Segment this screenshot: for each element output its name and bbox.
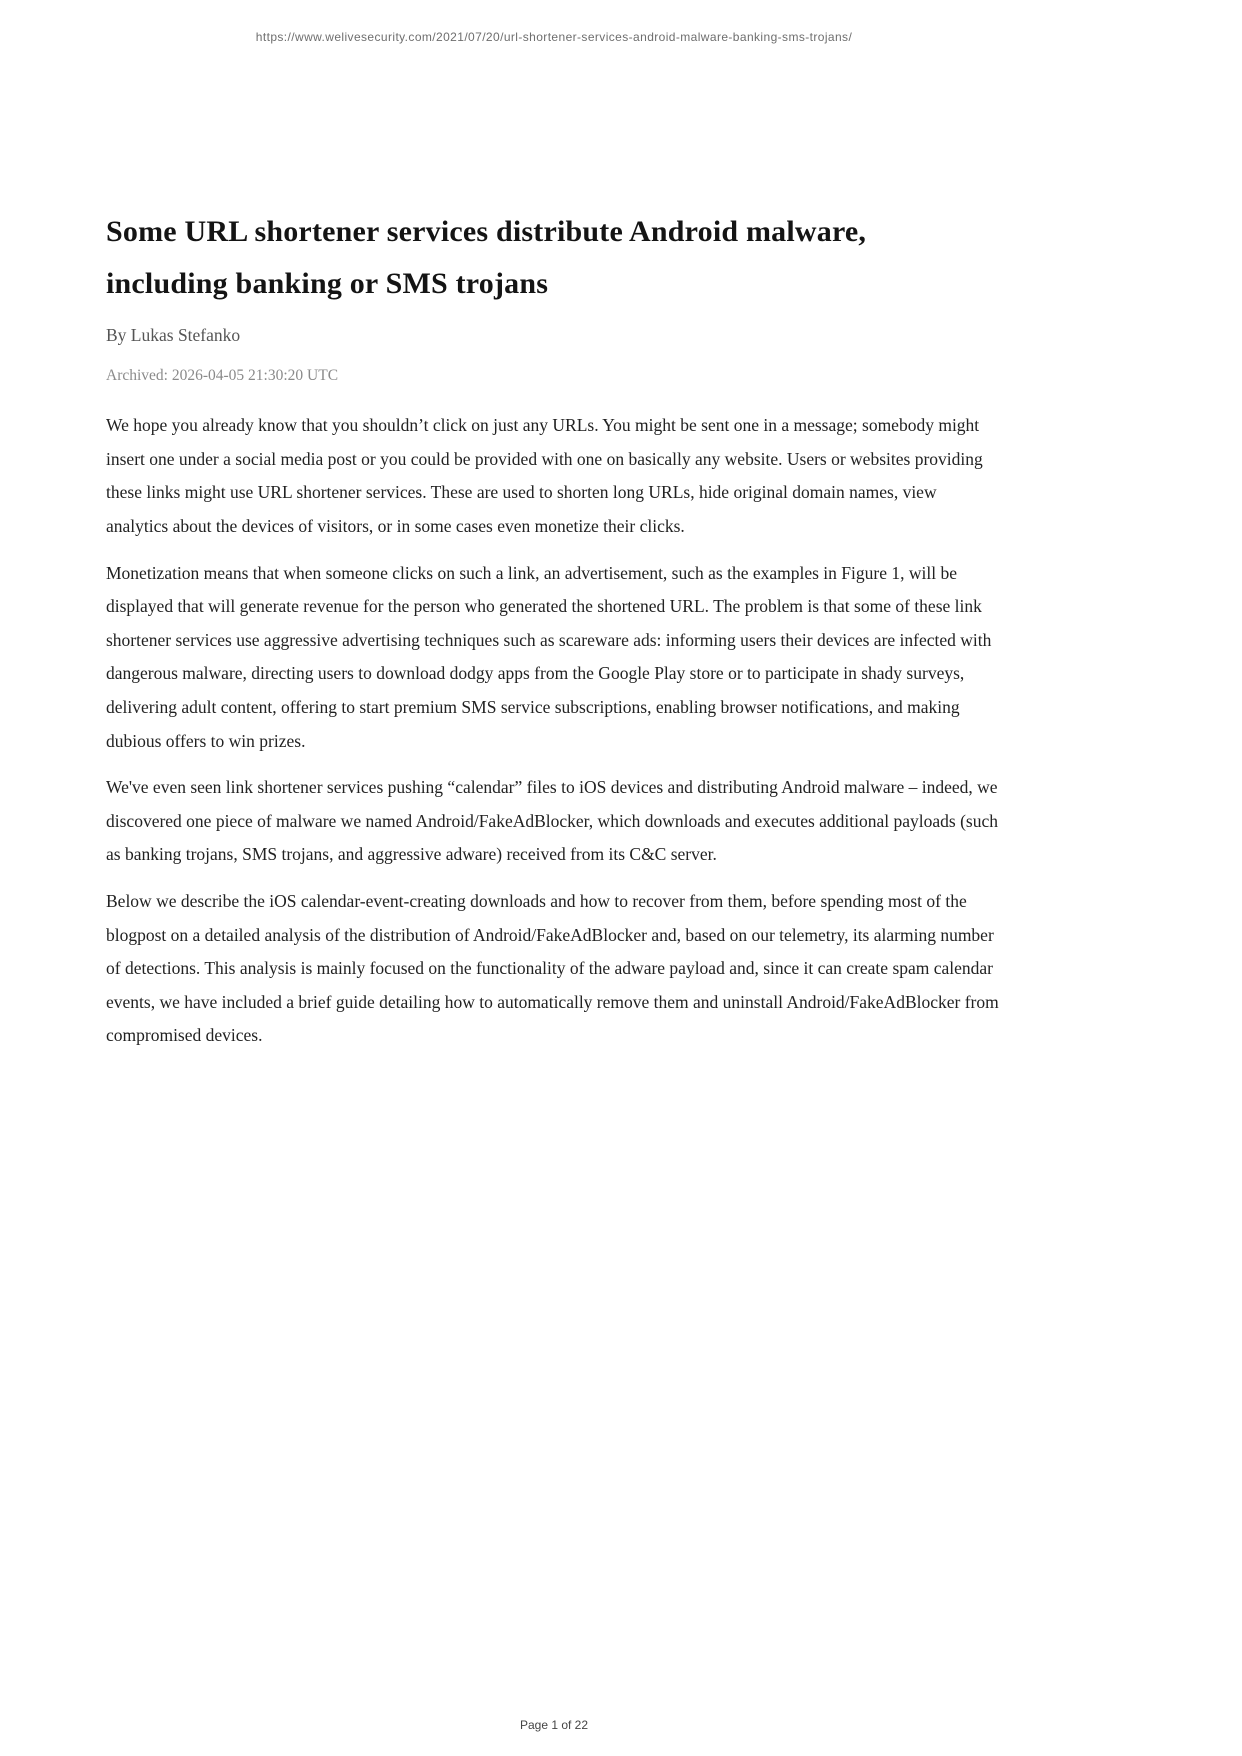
paragraph-3: We've even seen link shortener services pushing “calendar” files to iOS devices and distributing Android malware – indeed, we discovered one piece of malware we named Android/FakeAdBlocker, which downloads and executes additional payloads (such as banking trojans, SMS trojans, and aggressive adware) received from its C&C server. bbox=[106, 777, 999, 865]
archived-timestamp: Archived: 2026-04-05 21:30:20 UTC bbox=[106, 367, 339, 385]
paragraph-2: Monetization means that when someone clicks on such a link, an advertisement, such as the examples in Figure 1, will be displayed that will generate revenue for the person who generated the shortened URL. The problem is that some of these link shortener services use aggressive advertising techniques such as scareware ads: informing users their devices are infected with dangerous malware, directing users to download dodgy apps from the Google Play store or to participate in shady surveys, delivering adult content, offering to start premium SMS service subscriptions, enabling browser notifications, and making dubious offers to win prizes. bbox=[106, 562, 992, 751]
source-url: https://www.welivesecurity.com/2021/07/20/url-shortener-services-android-malware-banking-sms-trojans/ bbox=[255, 30, 853, 44]
content-column bbox=[106, 0, 1002, 1066]
article-paragraphs bbox=[106, 409, 1002, 1053]
paragraph-1: We hope you already know that you shouldn’t click on just any URLs. You might be sent one in a message; somebody might insert one under a social media post or you could be provided with one on basically any website. Users or websites providing these links might use URL shortener services. These are used to shorten long URLs, hide original domain names, view analytics about the devices of visitors, or in some cases even monetize their clicks. bbox=[106, 415, 983, 536]
article-body bbox=[106, 46, 1002, 1053]
article-byline: By Lukas Stefanko bbox=[106, 325, 241, 346]
article-title bbox=[106, 206, 1002, 309]
article-title-line-2: including banking or SMS trojans bbox=[106, 266, 549, 300]
document-header bbox=[106, 0, 1002, 46]
article-title-line-1: Some URL shortener services distribute Android malware, bbox=[106, 215, 867, 248]
page-number-label: Page 1 of 22 bbox=[519, 1718, 589, 1732]
document-footer bbox=[106, 1716, 1002, 1734]
paragraph-4: Below we describe the iOS calendar-event-creating downloads and how to recover from them, before spending most of the blogpost on a detailed analysis of the distribution of Android/FakeAdBlocker and, based on our telemetry, its alarming number of detections. This analysis is mainly focused on the functionality of the adware payload and, since it can create spam calendar events, we have included a brief guide detailing how to automatically remove them and uninstall Android/FakeAdBlocker from compromised devices. bbox=[106, 890, 999, 1046]
